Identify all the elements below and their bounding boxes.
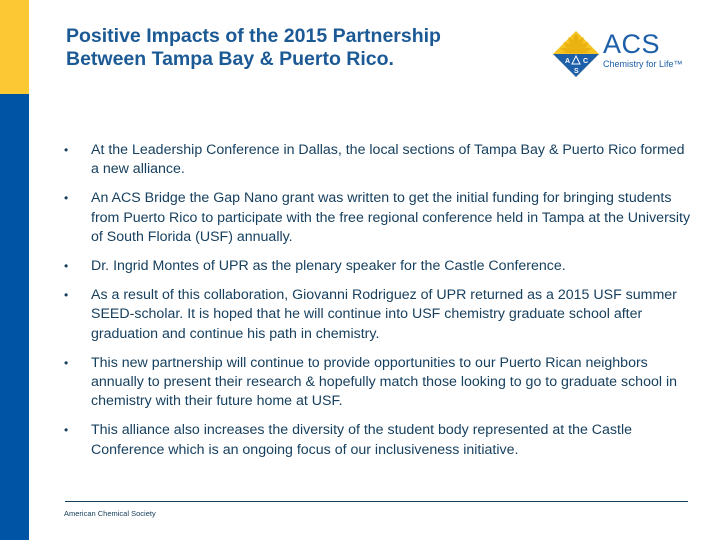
bullet-item — [62, 286, 692, 344]
bullet-text: At the Leadership Conference in Dallas, the local sections of Tampa Bay & Puerto Rico formed a new alliance. — [91, 142, 685, 178]
bullet-icon: • — [64, 143, 69, 157]
bullet-text: This alliance also increases the diversity of the student body represented at the Castle Conference which is an ongoing focus of our inclusiveness initiative. — [91, 422, 633, 458]
svg-text:S: S — [574, 68, 579, 75]
accent-bar-blue — [0, 94, 29, 540]
acs-eagle-diamond-icon — [551, 28, 601, 78]
bullet-text: Dr. Ingrid Montes of UPR as the plenary speaker for the Castle Conference. — [91, 258, 566, 275]
bullet-list — [62, 141, 692, 470]
accent-bar-yellow — [0, 0, 29, 94]
bullet-icon: • — [64, 423, 69, 438]
bullet-text: This new partnership will continue to provide opportunities to our Puerto Rican neighbors annually to present their research & hopefully match those looking to go to graduate school in chemistry with their future home at USF. — [91, 354, 677, 410]
logo-tagline: Chemistry for Life™ — [603, 59, 683, 69]
slide-title: Positive Impacts of the 2015 Partnership Between Tampa Bay & Puerto Rico. — [66, 25, 441, 70]
svg-text:A: A — [565, 58, 571, 65]
footer-organization: American Chemical Society — [64, 509, 156, 518]
logo-wordmark: ACS — [603, 29, 661, 59]
bullet-icon: • — [64, 288, 69, 303]
bullet-text: As a result of this collaboration, Giovanni Rodriguez of UPR returned as a 2015 USF summer SEED-scholar. It is hoped that he will continue into USF chemistry graduate school after graduation and continue his path in chemistry. — [91, 287, 677, 342]
acs-logo — [551, 28, 691, 78]
bullet-icon: • — [64, 259, 69, 274]
bullet-item — [62, 257, 692, 276]
footer-divider — [65, 501, 688, 502]
bullet-icon: • — [64, 191, 69, 206]
bullet-text: An ACS Bridge the Gap Nano grant was written to get the initial funding for bringing students from Puerto Rico to participate with the free regional conference held in Tampa at the University of South Florida (USF) annually. — [91, 190, 691, 245]
bullet-item — [62, 421, 692, 459]
bullet-item — [62, 141, 692, 179]
svg-text:C: C — [583, 58, 589, 65]
bullet-item — [62, 354, 692, 412]
bullet-icon: • — [64, 355, 69, 370]
bullet-item — [62, 189, 692, 247]
